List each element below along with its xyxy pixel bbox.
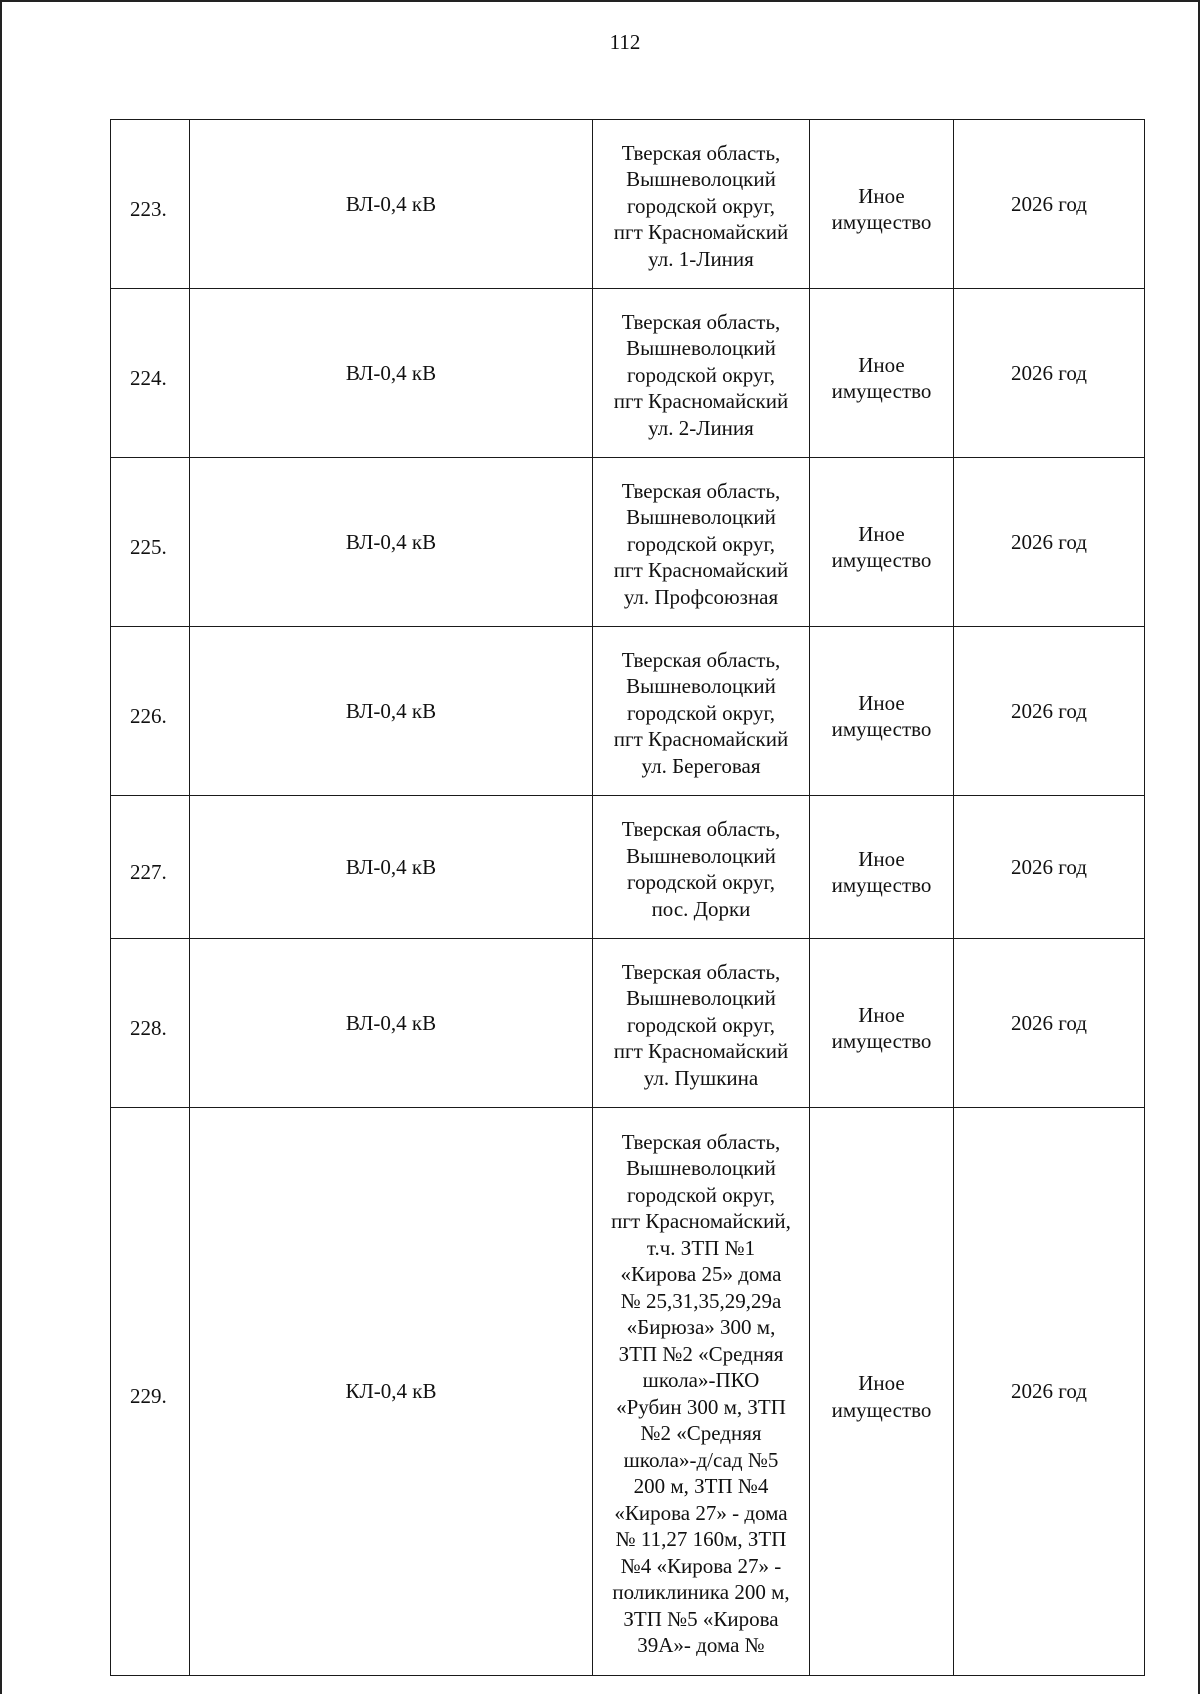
address-line: Вышневолоцкий (626, 986, 776, 1011)
address-line: пгт Красномайский (613, 558, 789, 583)
object-name: ВЛ-0,4 кВ (190, 458, 593, 627)
property-type (810, 627, 954, 796)
row-number: 227. (111, 796, 190, 939)
table-body (111, 120, 1145, 1676)
page-number: 112 (609, 30, 641, 54)
address-line: городской округ, (626, 870, 776, 894)
address-line: ЗТП №2 «Средняя (618, 1341, 784, 1366)
object-name: КЛ-0,4 кВ (190, 1108, 593, 1676)
object-name: ВЛ-0,4 кВ (190, 627, 593, 796)
table-row (111, 627, 1145, 796)
address-line: пгт Красномайский (613, 389, 789, 414)
address-line: Вышневолоцкий (626, 167, 776, 192)
property-type-line: Иное (858, 352, 905, 377)
property-type-line: Иное (858, 1371, 905, 1395)
address-line: пгт Красномайский (613, 220, 789, 245)
property-type-line: Иное (858, 521, 905, 546)
address-line: Вышневолоцкий (626, 336, 776, 361)
property-type (810, 796, 954, 939)
property-type-line: имущество (831, 717, 932, 741)
planned-year: 2026 год (954, 627, 1145, 796)
table-row (111, 796, 1145, 939)
address-line: № 25,31,35,29,29а (620, 1288, 782, 1313)
property-type-line: имущество (831, 210, 932, 234)
address-line: № 11,27 160м, ЗТП (615, 1527, 787, 1551)
address-line: ул. 1-Линия (648, 246, 754, 271)
address-line: «Кирова 25» дома (620, 1262, 782, 1286)
row-number: 229. (111, 1108, 190, 1676)
planned-year: 2026 год (954, 1108, 1145, 1676)
address-line: школа»-ПКО (642, 1368, 760, 1392)
address-line: Вышневолоцкий (626, 505, 776, 530)
property-type (810, 939, 954, 1108)
property-type-line: имущество (831, 548, 932, 572)
address-line: городской округ, (626, 531, 776, 556)
planned-year: 2026 год (954, 796, 1145, 939)
address-line: городской округ, (626, 700, 776, 725)
property-type-line: Иное (858, 1002, 905, 1027)
address-line: №4 «Кирова 27» - (620, 1553, 782, 1578)
address-line: Тверская область, (621, 647, 781, 672)
planned-year: 2026 год (954, 458, 1145, 627)
property-type (810, 1108, 954, 1676)
address-line: 39А»- дома № (637, 1633, 765, 1657)
address-line: пгт Красномайский (613, 727, 789, 752)
address-line: Тверская область, (621, 817, 781, 841)
address-line: Тверская область, (621, 1129, 781, 1154)
object-address (593, 796, 810, 939)
row-number: 224. (111, 289, 190, 458)
row-number: 228. (111, 939, 190, 1108)
address-line: «Кирова 27» - дома (614, 1500, 788, 1525)
page-border-top (0, 0, 1200, 2)
table-row (111, 939, 1145, 1108)
address-line: «Бирюза» 300 м, (626, 1315, 776, 1339)
planned-year: 2026 год (954, 289, 1145, 458)
address-line: Тверская область, (621, 478, 781, 503)
address-line: Тверская область, (621, 140, 781, 165)
address-line: т.ч. ЗТП №1 (646, 1235, 756, 1260)
address-line: ЗТП №5 «Кирова (623, 1606, 779, 1631)
object-name: ВЛ-0,4 кВ (190, 939, 593, 1108)
address-line: городской округ, (626, 193, 776, 218)
property-type-line: имущество (831, 873, 932, 897)
address-line: городской округ, (626, 362, 776, 387)
property-type-line: Иное (858, 183, 905, 208)
address-line: Вышневолоцкий (626, 1156, 776, 1180)
planned-year: 2026 год (954, 939, 1145, 1108)
property-type (810, 120, 954, 289)
address-line: 200 м, ЗТП №4 (633, 1474, 769, 1498)
address-line: ул. Береговая (641, 753, 761, 778)
address-line: «Рубин 300 м, ЗТП (616, 1394, 786, 1419)
address-line: поликлиника 200 м, (612, 1580, 790, 1604)
table-row (111, 458, 1145, 627)
object-address (593, 939, 810, 1108)
table-row (111, 1108, 1145, 1676)
address-line: ул. Пушкина (643, 1065, 759, 1090)
property-table (110, 119, 1145, 1676)
object-address (593, 289, 810, 458)
property-type (810, 289, 954, 458)
address-line: городской округ, (626, 1012, 776, 1037)
address-line: ул. 2-Линия (648, 415, 754, 440)
object-address (593, 458, 810, 627)
address-line: городской округ, (626, 1182, 776, 1207)
object-name: ВЛ-0,4 кВ (190, 796, 593, 939)
row-number: 226. (111, 627, 190, 796)
property-type-line: имущество (831, 379, 932, 403)
address-line: ул. Профсоюзная (623, 584, 779, 609)
object-name: ВЛ-0,4 кВ (190, 289, 593, 458)
property-type-line: Иное (858, 690, 905, 715)
object-address (593, 1108, 810, 1676)
address-line: №2 «Средняя (640, 1421, 762, 1445)
address-line: Вышневолоцкий (626, 674, 776, 699)
address-line: Тверская область, (621, 309, 781, 334)
address-line: пос. Дорки (651, 896, 751, 921)
address-line: пгт Красномайский, (611, 1209, 791, 1233)
object-address (593, 120, 810, 289)
row-number: 223. (111, 120, 190, 289)
property-type-line: Иное (858, 846, 905, 871)
property-type-line: имущество (831, 1029, 932, 1053)
property-type (810, 458, 954, 627)
table-row (111, 289, 1145, 458)
planned-year: 2026 год (954, 120, 1145, 289)
page-border-left (0, 0, 2, 1694)
object-name: ВЛ-0,4 кВ (190, 120, 593, 289)
row-number: 225. (111, 458, 190, 627)
address-line: Вышневолоцкий (626, 843, 776, 868)
object-address (593, 627, 810, 796)
address-line: пгт Красномайский (613, 1039, 789, 1064)
address-line: школа»-д/сад №5 (623, 1447, 779, 1472)
table-row (111, 120, 1145, 289)
property-type-line: имущество (831, 1397, 932, 1422)
address-line: Тверская область, (621, 959, 781, 984)
